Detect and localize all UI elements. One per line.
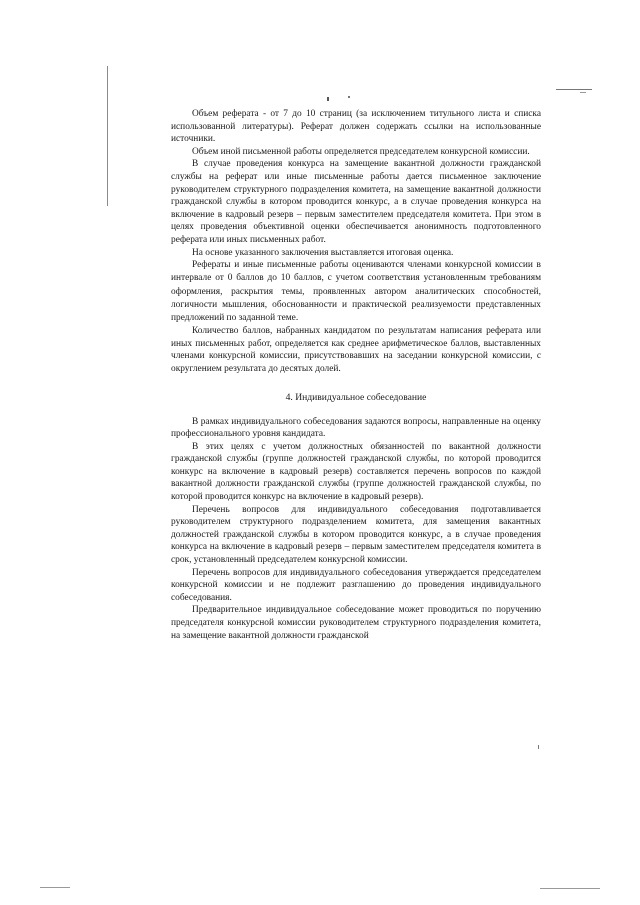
paragraph: Перечень вопросов для индивидуального собеседования утверждается председателем конкурсной комиссии и не подлежит разглашению до проведения индивидуального собеседования. [171,567,541,603]
paragraph: Предварительное индивидуальное собеседование может проводиться по поручению председателя конкурсной комиссии руководителем структурного подразделения комитета, на замещение вакантной должности гражданской [171,605,541,641]
scan-artifact-top-dot [327,97,329,101]
paragraph: В случае проведения конкурса на замещение вакантной должности гражданской службы на реферат или иные письменные работы дается письменное заключение руководителем структурного подразделения комитета, на замещение вакантной должности гражданской службы в котором проводится конкурс, а в случае проведения конкурса на включение в кадровый резерв – первым заместителем председателя комитета. При этом в целях проведения объективной оценки обеспечивается анонимность подготовленного реферата или иных письменных работ. [171,159,541,245]
scan-artifact-bottom-line [40,887,70,888]
paragraph: В рамках индивидуального собеседования задаются вопросы, направленные на оценку профессионального уровня кандидата. [171,416,541,440]
paragraph: Перечень вопросов для индивидуального собеседования подготавливается руководителем структурного подразделением комитета, для замещения вакантных должностей гражданской службы в котором проводится конкурс, а в случае проведения конкурса на включение в кадровый резерв – первым заместителем председателя комитета в срок, установленный председателем конкурсной комиссии. [171,504,541,566]
paragraph: На основе указанного заключения выставляется итоговая оценка. [192,247,454,258]
paragraph: Объем реферата - от 7 до 10 страниц (за исключением титульного листа и списка использованной литературы). Реферат должен содержать ссылки на использованные источники. [171,109,541,145]
scan-artifact-top-right-tick [580,92,586,93]
paragraph: Количество баллов, набранных кандидатом по результатам написания реферата или иных письменных работ, определяется как среднее арифметическое баллов, выставленных членами конкурсной комиссии, присутствовавших на заседании конкурсной комиссии, с округлением результата до десятых долей. [171,326,541,374]
scan-artifact-vertical-line [107,66,108,206]
scan-artifact-top-dot [348,96,350,98]
scan-artifact-bottom-line [540,888,600,889]
scan-artifact-right-tick [538,745,539,749]
paragraph: Рефераты и иные письменные работы оцениваются членами конкурсной комиссии в интервале от 0 баллов до 10 баллов, с учетом соответствия установленным требованиям оформления, раскрытия темы, проявленных автором аналитических способностей, логичности мышления, обоснованности и практической реализуемости представленных предложений по заданной теме. [171,260,541,323]
scan-artifact-top-right-line [556,89,592,90]
section-heading: 4. Индивидуальное собеседование [285,391,427,403]
paragraph: В этих целях с учетом должностных обязанностей по вакантной должности гражданской службы (группе должностей гражданской службы, по которой проводится конкурс на включение в кадровый резерв) составляется перечень вопросов по каждой вакантной должности гражданской службы (группе должностей гражданской службы, по которой проводится конкурс на включение в кадровый резерв). [171,441,541,503]
document-body [171,108,541,642]
paragraph: Объем иной письменной работы определяется председателем конкурсной комиссии. [192,146,530,157]
